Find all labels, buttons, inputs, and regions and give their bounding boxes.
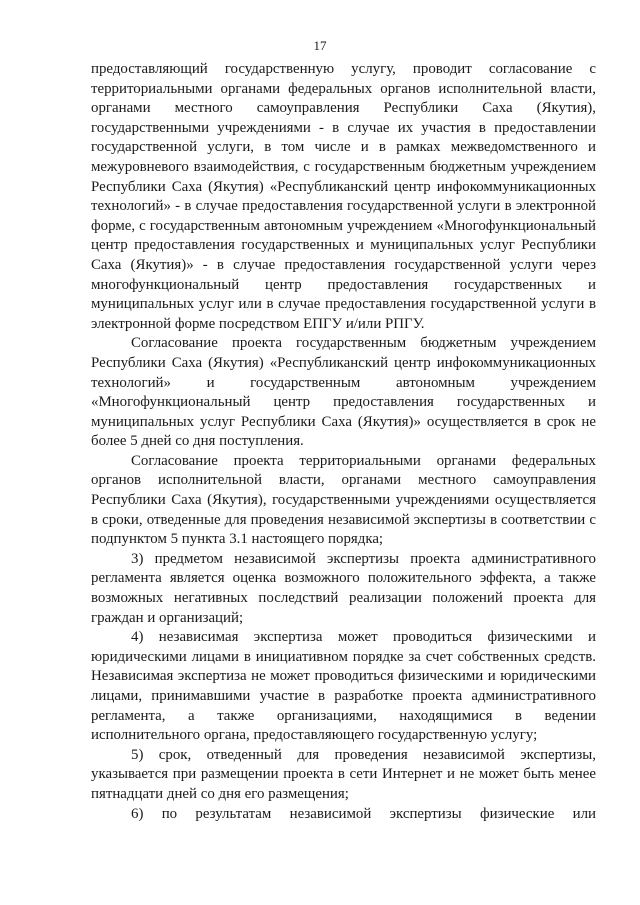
paragraph-approval-terms: Согласование проекта территориальными органами федеральных органов исполнительной власти, органами местного самоуправления Республики Саха (Якутия), государственными учреждениями осуществляется в сроки, отведенные для проведения независимой экспертизы в соответствии с подпунктом 5 пункта 3.1 настоящего порядка; (91, 452, 596, 548)
paragraph-approval-procedure: предоставляющий государственную услугу, проводит согласование с территориальными органами федеральных органов исполнительной власти, органами местного самоуправления Республики Саха (Якутия), государственными учреждениями - в случае их участия в предоставлении государственной услуги, в том числе и в рамках межведомственного и межуровневого взаимодействия, с государственным бюджетным учреждением Республики Саха (Якутия) «Республиканский центр инфокоммуникационных технологий» - в случае предоставления государственной услуги в электронной форме, с государственным автономным учреждением «Многофункциональный центр предоставления государственных и муниципальных услуг Республики Саха (Якутия)» - в случае предоставления государственной услуги через многофункциональный центр предоставления государственных и муниципальных услуг или в случае предоставления государственной услуги в электронной форме посредством ЕПГУ и/или РПГУ. (91, 61, 596, 332)
paragraph-item-4: 4) независимая экспертиза может проводиться физическими и юридическими лицами в инициативном порядке за счет собственных средств. Независимая экспертиза не может проводиться физическими и юридическими лицами, принимавшими участие в разработке проекта административного регламента, а также организациями, находящимися в ведении исполнительного органа, предоставляющего государственную услугу; (91, 629, 596, 744)
page-number: 17 (313, 38, 327, 53)
document-body (91, 60, 596, 824)
paragraph-item-5: 5) срок, отведенный для проведения независимой экспертизы, указывается при размещении проекта в сети Интернет и не может быть менее пятнадцати дней со дня его размещения; (91, 746, 596, 802)
paragraph-item-6: 6) по результатам независимой экспертизы физические или (131, 805, 596, 822)
paragraph-approval-deadline: Согласование проекта государственным бюджетным учреждением Республики Саха (Якутия) «Республиканский центр инфокоммуникационных технологий» и государственным автономным учреждением «Многофункциональный центр предоставления государственных и муниципальных услуг Республики Саха (Якутия)» осуществляется в срок не более 5 дней со дня поступления. (91, 335, 596, 450)
paragraph-item-3: 3) предметом независимой экспертизы проекта административного регламента является оценка возможного положительного эффекта, а также возможных негативных последствий реализации положений проекта для граждан и организаций; (91, 550, 596, 626)
